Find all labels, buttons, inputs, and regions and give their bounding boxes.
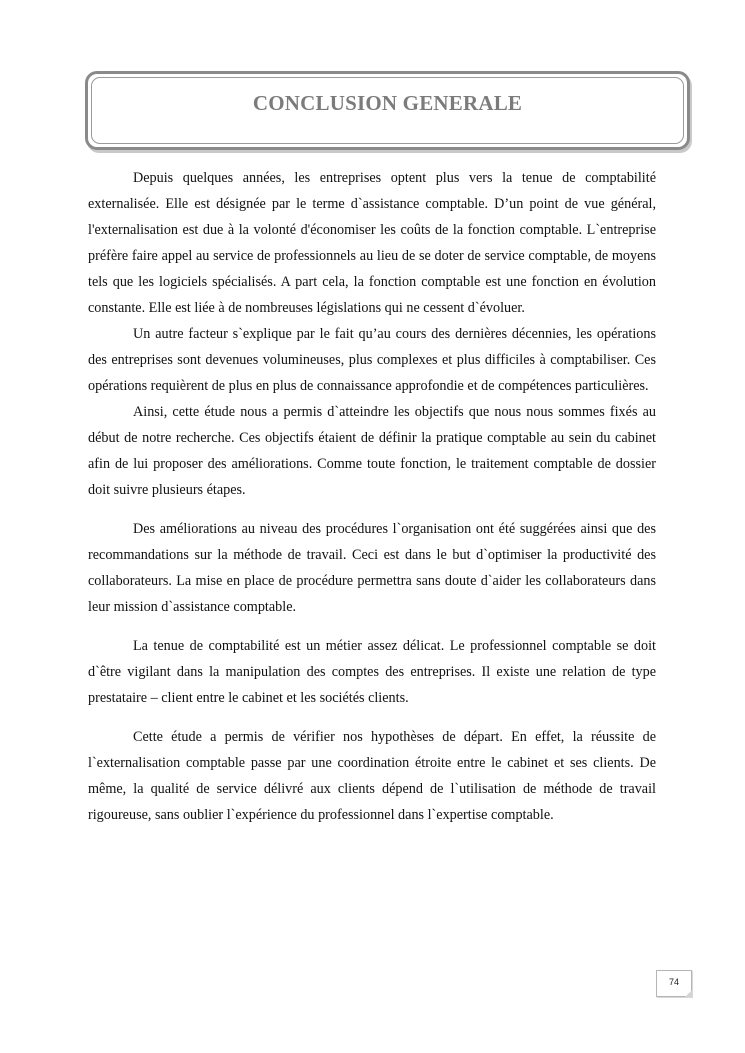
body-text	[88, 165, 656, 828]
paragraph: Ainsi, cette étude nous a permis d`atteindre les objectifs que nous nous sommes fixés au début de notre recherche. Ces objectifs étaient de définir la pratique comptable au sein du cabinet afin de lui proposer des améliorations. Comme toute fonction, le traitement comptable de dossier doit suivre plusieurs étapes.	[88, 404, 656, 498]
paragraph: Des améliorations au niveau des procédures l`organisation ont été suggérées ainsi que des recommandations sur la méthode de travail. Ceci est dans le but d`optimiser la productivité des collaborateurs. La mise en place de procédure permettra sans doute d`aider les collaborateurs dans leur mission d`assistance comptable.	[88, 521, 656, 615]
page-title: CONCLUSION GENERALE	[252, 91, 523, 115]
paragraph: Depuis quelques années, les entreprises optent plus vers la tenue de comptabilité externalisée. Elle est désignée par le terme d`assistance comptable. D’un point de vue général, l'externalisation est due à la volonté d'économiser les coûts de la fonction comptable. L`entreprise préfère faire appel au service de professionnels au lieu de se doter de service comptable, de moyens tels que les logiciels spécialisés. A part cela, la fonction comptable est une fonction en évolution constante. Elle est liée à de nombreuses législations qui ne cessent d`évoluer.	[88, 170, 656, 316]
page-number: 74	[656, 970, 692, 997]
paragraph: Cette étude a permis de vérifier nos hypothèses de départ. En effet, la réussite de l`externalisation comptable passe par une coordination étroite entre le cabinet et ses clients. De même, la qualité de service délivré aux clients dépend de l`utilisation de méthode de travail rigoureuse, sans oublier l`expérience du professionnel dans l`expertise comptable.	[88, 729, 656, 823]
paragraph: La tenue de comptabilité est un métier assez délicat. Le professionnel comptable se doit d`être vigilant dans la manipulation des comptes des entreprises. Il existe une relation de type prestataire – client entre le cabinet et les sociétés clients.	[88, 638, 656, 706]
paragraph: Un autre facteur s`explique par le fait qu’au cours des dernières décennies, les opérations des entreprises sont devenues volumineuses, plus complexes et plus difficiles à comptabiliser. Ces opérations requièrent de plus en plus de connaissance approfondie et de compétences particulières.	[88, 326, 656, 394]
title-frame	[85, 71, 690, 150]
